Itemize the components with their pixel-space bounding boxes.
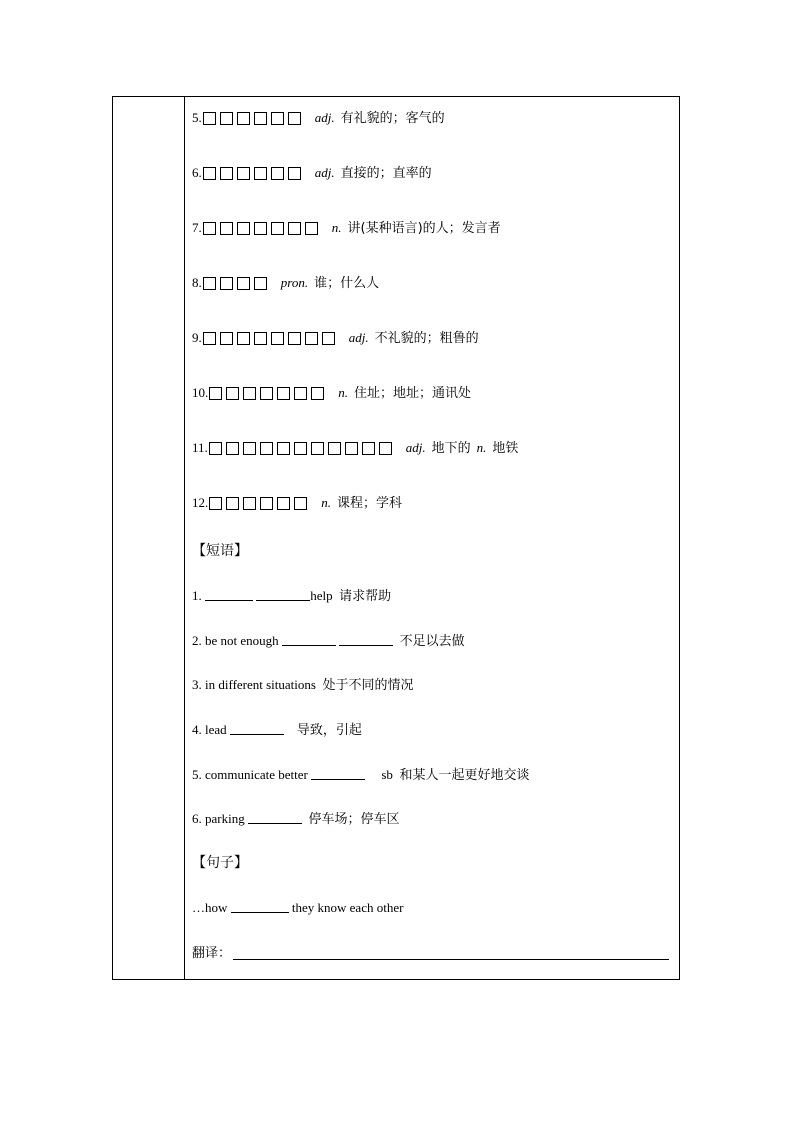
part-of-speech: n. — [331, 220, 342, 235]
letter-box[interactable] — [305, 222, 318, 235]
letter-box[interactable] — [203, 332, 216, 345]
section-heading-sentences: 【句子】 — [192, 855, 248, 871]
letter-box[interactable] — [220, 112, 233, 125]
letter-boxes[interactable] — [209, 387, 328, 403]
letter-box[interactable] — [243, 387, 256, 400]
phrase-number: 3. — [192, 677, 202, 692]
letter-box[interactable] — [322, 332, 335, 345]
letter-box[interactable] — [254, 332, 267, 345]
answer-blank[interactable] — [230, 722, 284, 735]
answer-blank[interactable] — [205, 588, 253, 601]
vocab-meaning: 课程；学科 — [337, 496, 403, 511]
vocab-meaning: 地下的 — [431, 441, 471, 456]
letter-box[interactable] — [237, 332, 250, 345]
letter-box[interactable] — [254, 277, 267, 290]
part-of-speech: adj. — [314, 110, 335, 125]
phrase-meaning: 停车场；停车区 — [308, 812, 400, 827]
letter-box[interactable] — [294, 442, 307, 455]
phrase-meaning: 处于不同的情况 — [322, 678, 414, 693]
vocab-number: 9. — [192, 330, 202, 345]
vocab-item — [192, 440, 518, 458]
vocab-meaning: 讲(某种语言)的人；发言者 — [347, 221, 501, 236]
vocab-item — [192, 165, 432, 183]
vocab-number: 10. — [192, 385, 209, 400]
vocab-number: 8. — [192, 275, 202, 290]
letter-box[interactable] — [226, 497, 239, 510]
vocab-item — [192, 220, 501, 238]
letter-box[interactable] — [203, 222, 216, 235]
vocab-item — [192, 495, 402, 513]
letter-box[interactable] — [209, 442, 222, 455]
phrase-number: 1. — [192, 588, 202, 603]
letter-box[interactable] — [311, 387, 324, 400]
vocab-meaning: 直接的；直率的 — [340, 166, 432, 181]
answer-blank[interactable] — [311, 767, 365, 780]
letter-box[interactable] — [277, 497, 290, 510]
section-heading-phrases: 【短语】 — [192, 543, 248, 559]
phrase-item — [192, 633, 465, 650]
vocab-item — [192, 110, 445, 128]
letter-boxes[interactable] — [203, 332, 339, 348]
part-of-speech: adj. — [348, 330, 369, 345]
letter-box[interactable] — [260, 442, 273, 455]
vocab-meaning: 地铁 — [492, 441, 519, 456]
letter-box[interactable] — [288, 112, 301, 125]
letter-boxes[interactable] — [209, 442, 396, 458]
letter-box[interactable] — [220, 222, 233, 235]
phrase-text: sb — [381, 767, 393, 782]
part-of-speech: n. — [476, 440, 487, 455]
translation-answer-line[interactable] — [233, 959, 669, 960]
phrase-number: 6. — [192, 811, 202, 826]
letter-box[interactable] — [271, 112, 284, 125]
letter-box[interactable] — [277, 442, 290, 455]
sentence-text: …how — [192, 900, 228, 915]
letter-box[interactable] — [294, 497, 307, 510]
letter-box[interactable] — [209, 387, 222, 400]
part-of-speech: adj. — [405, 440, 426, 455]
phrase-meaning: 导致，引起 — [296, 723, 362, 738]
phrase-text: be not enough — [205, 633, 279, 648]
letter-box[interactable] — [288, 222, 301, 235]
translation-label: 翻译： — [192, 946, 232, 961]
letter-box[interactable] — [203, 112, 216, 125]
phrase-meaning: 不足以去做 — [399, 634, 465, 649]
letter-box[interactable] — [254, 112, 267, 125]
letter-box[interactable] — [254, 222, 267, 235]
letter-box[interactable] — [345, 442, 358, 455]
part-of-speech: n. — [338, 385, 348, 400]
answer-blank[interactable] — [231, 900, 289, 913]
phrase-text: help — [310, 588, 333, 603]
letter-box[interactable] — [260, 387, 273, 400]
vocab-item — [192, 330, 479, 348]
phrase-item — [192, 722, 362, 739]
letter-box[interactable] — [294, 387, 307, 400]
vocab-meaning: 住址；地址；通讯处 — [354, 386, 472, 401]
phrase-meaning: 和某人一起更好地交谈 — [399, 768, 530, 783]
sentence-text: they know each other — [291, 900, 404, 915]
answer-blank[interactable] — [339, 633, 393, 646]
letter-box[interactable] — [288, 167, 301, 180]
letter-box[interactable] — [220, 167, 233, 180]
letter-box[interactable] — [277, 387, 290, 400]
letter-box[interactable] — [271, 222, 284, 235]
letter-box[interactable] — [237, 277, 250, 290]
letter-boxes[interactable] — [203, 167, 305, 183]
part-of-speech: pron. — [280, 275, 309, 290]
phrase-text: communicate better — [205, 767, 308, 782]
vocab-number: 5. — [192, 110, 202, 125]
vocab-number: 7. — [192, 220, 202, 235]
letter-box[interactable] — [254, 167, 267, 180]
phrase-item — [192, 677, 413, 694]
letter-box[interactable] — [243, 497, 256, 510]
letter-boxes[interactable] — [203, 222, 322, 238]
letter-box[interactable] — [362, 442, 375, 455]
part-of-speech: n. — [321, 495, 331, 510]
phrase-meaning: 请求帮助 — [339, 589, 392, 604]
letter-boxes[interactable] — [203, 112, 305, 128]
letter-box[interactable] — [203, 277, 216, 290]
vocab-meaning: 谁；什么人 — [314, 276, 380, 291]
letter-box[interactable] — [243, 442, 256, 455]
vocab-meaning: 有礼貌的；客气的 — [340, 111, 445, 126]
answer-blank[interactable] — [282, 633, 336, 646]
letter-box[interactable] — [311, 442, 324, 455]
phrase-number: 2. — [192, 633, 202, 648]
phrase-text: in different situations — [205, 677, 316, 692]
translation-row — [192, 945, 672, 962]
letter-box[interactable] — [305, 332, 318, 345]
phrase-item — [192, 588, 391, 605]
letter-box[interactable] — [271, 332, 284, 345]
vocab-number: 6. — [192, 165, 202, 180]
phrase-text: lead — [205, 722, 227, 737]
letter-box[interactable] — [220, 332, 233, 345]
vocab-number: 11. — [192, 440, 208, 455]
letter-box[interactable] — [237, 112, 250, 125]
part-of-speech: adj. — [314, 165, 335, 180]
vocab-item — [192, 385, 471, 403]
phrase-number: 4. — [192, 722, 202, 737]
phrase-text: parking — [205, 811, 245, 826]
letter-box[interactable] — [237, 222, 250, 235]
phrase-number: 5. — [192, 767, 202, 782]
letter-box[interactable] — [220, 277, 233, 290]
letter-box[interactable] — [271, 167, 284, 180]
phrase-item — [192, 811, 399, 828]
vocab-meaning: 不礼貌的；粗鲁的 — [374, 331, 479, 346]
letter-box[interactable] — [328, 442, 341, 455]
letter-boxes[interactable] — [203, 277, 271, 293]
letter-box[interactable] — [288, 332, 301, 345]
sentence-item — [192, 900, 403, 916]
answer-blank[interactable] — [248, 811, 302, 824]
letter-boxes[interactable] — [209, 497, 311, 513]
letter-box[interactable] — [260, 497, 273, 510]
letter-box[interactable] — [226, 442, 239, 455]
letter-box[interactable] — [226, 387, 239, 400]
column-divider — [184, 96, 185, 980]
vocab-item — [192, 275, 379, 293]
letter-box[interactable] — [237, 167, 250, 180]
letter-box[interactable] — [209, 497, 222, 510]
letter-box[interactable] — [379, 442, 392, 455]
vocab-number: 12. — [192, 495, 209, 510]
letter-box[interactable] — [203, 167, 216, 180]
answer-blank[interactable] — [256, 588, 310, 601]
phrase-item — [192, 767, 529, 784]
